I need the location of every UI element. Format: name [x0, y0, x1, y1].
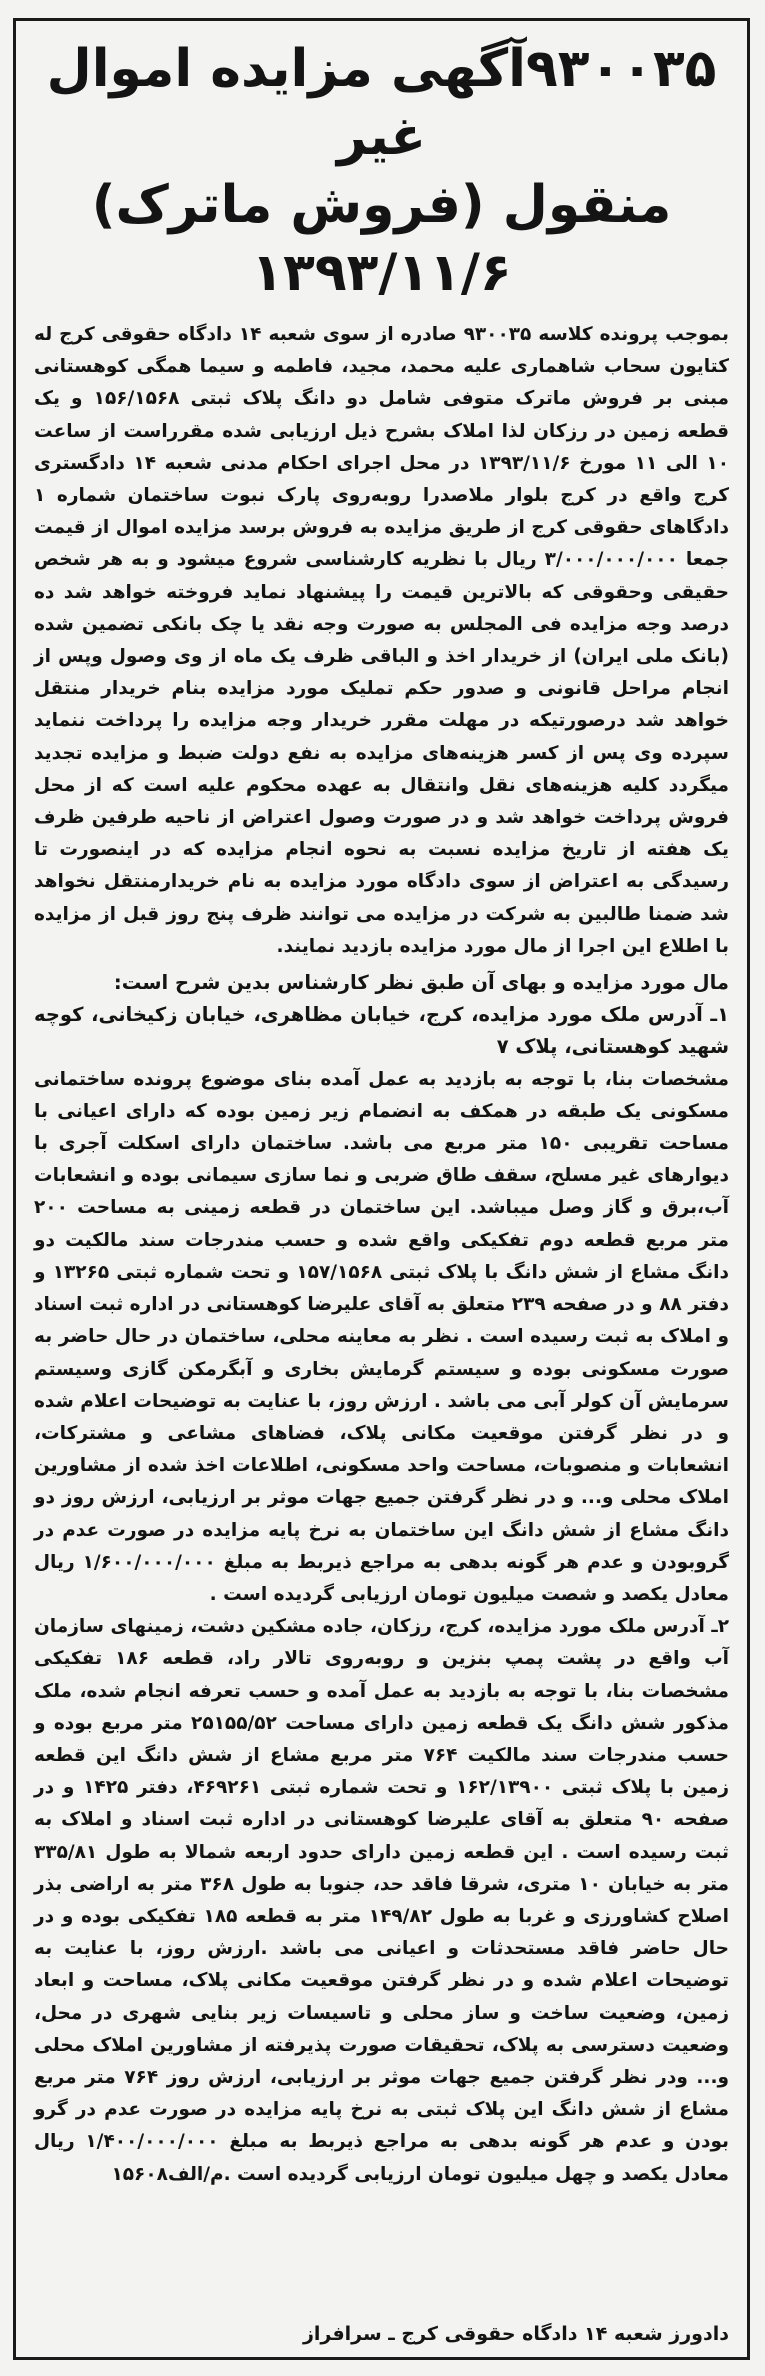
item1-address: ۱ـ آدرس ملک مورد مزایده، کرج، خیابان مظاهری، خیابان زکیخانی، کوچه شهید کوهستانی، پلاک ۷ — [34, 1003, 729, 1059]
item1-description: مشخصات بنا، با توجه به بازدید به عمل آمده بنای موضوع پرونده ساختمانی مسکونی یک طبقه در همکف به انضمام زیر زمین بوده که دارای اعیانی با مساحت تقریبی ۱۵۰ متر مربع می باشد. ساختمان دارای اسکلت آجری با دیوارهای غیر مسلح، سقف طاق ضربی و نما سازی سیمانی بوده و انشعابات آب،برق و گاز وصل میباشد. این ساختمان در قطعه زمینی به مساحت ۲۰۰ متر مربع قطعه دوم تفکیکی واقع شده و حسب مندرجات سند مالکیت دو دانگ مشاع از شش دانگ با پلاک ثبتی ۱۵۷/۱۵۶۸ و تحت شماره ثبتی ۱۳۲۶۵ و دفتر ۸۸ و در صفحه ۲۳۹ متعلق به آقای علیرضا کوهستانی در اداره ثبت اسناد و املاک به ثبت رسیده است . نظر به معاینه محلی، ساختمان در حال حاضر به صورت مسکونی بوده و سیستم گرمایش بخاری و آبگرمکن گازی وسیستم سرمایش آن کولر آبی می باشد . ارزش روز، با عنایت به توضیحات اعلام شده و در نظر گرفتن موقعیت مکانی پلاک، فضاهای مشاعی و مشترکات، انشعابات و منصوبات، مساحت واحد مسکونی، اطلاعات اخذ شده از مشاورین املاک محلی و... و در نظر گرفتن جمیع جهات موثر بر ارزیابی، ارزش روز دو دانگ مشاع از شش دانگ این ساختمان به نرخ پایه مزایده در صورت عدم در گروبودن و عدم هر گونه بدهی به مراجع ذیربط به مبلغ ۱/۶۰۰/۰۰۰/۰۰۰ ریال معادل یکصد و شصت میلیون تومان ارزیابی گردیده است . — [34, 1068, 730, 1605]
notice-frame — [13, 18, 750, 2360]
items-heading: مال مورد مزایده و بهای آن طبق نظر کارشناس بدین شرح است: — [113, 971, 729, 995]
item2-description: ۲ـ آدرس ملک مورد مزایده، کرج، رزکان، جاده مشکین دشت، زمینهای سازمان آب واقع در پشت پمپ بنزین و روبه‌روی تالار راد، قطعه ۱۸۶ تفکیکی مشخصات بنا، با توجه به بازدید به عمل آمده و حسب تعرفه انجام شده، ملک مذکور شش دانگ یک قطعه زمین دارای مساحت ۲۵۱۵۵/۵۲ متر مربع بوده و حسب مندرجات سند مالکیت ۷۶۴ متر مربع مشاع از شش دانگ این قطعه زمین با پلاک ثبتی ۱۶۲/۱۳۹۰۰ و تحت شماره ثبتی ۴۶۹۲۶۱، دفتر ۱۴۲۵ و در صفحه ۹۰ متعلق به آقای علیرضا کوهستانی در اداره ثبت اسناد و املاک به ثبت رسیده است . این قطعه زمین دارای حدود اربعه شمالا به طول ۳۳۵/۸۱ متر به خیابان ۱۰ متری، شرقا فاقد حد، جنوبا به طول ۳۶۸ متر به اراضی بذر اصلاح کشاورزی و غربا به طول ۱۴۹/۸۲ متر به قطعه ۱۸۵ تفکیکی بوده و در حال حاضر فاقد مستحدثات و اعیانی می باشد .ارزش روز، با عنایت به توضیحات اعلام شده و در نظر گرفتن موقعیت مکانی پلاک، مساحت و ابعاد زمین، وضعیت ساخت و ساز محلی و تاسیسات زیر بنایی شهری در محل، وضعیت دسترسی به پلاک، تحقیقات صورت پذیرفته از مشاورین املاک محلی و... ودر نظر گرفتن جمیع جهات موثر بر ارزیابی، ارزش روز ۷۶۴ متر مربع مشاع از شش دانگ این پلاک ثبتی به نرخ پایه مزایده در صورت عدم در گرو بودن و عدم هر گونه بدهی به مراجع ذیربط به مبلغ ۱/۴۰۰/۰۰۰/۰۰۰ ریال معادل یکصد و چهل میلیون تومان ارزیابی گردیده است .م/الف۱۵۶۰۸ — [34, 1616, 730, 2185]
notice-title — [34, 35, 729, 307]
signature-line: دادورز شعبه ۱۴ دادگاه حقوقی کرج ـ سرافراز — [302, 2323, 729, 2345]
title-line-1: ۹۳۰۰۳۵آگهی مزایده اموال غیر — [46, 39, 717, 167]
intro-paragraph: بموجب پرونده کلاسه ۹۳۰۰۳۵ صادره از سوی شعبه ۱۴ دادگاه حقوقی کرج له کتایون سحاب شاهماری علیه محمد، مجید، فاطمه و سیما همگی کوهستانی مبنی بر فروش ماترک متوفی شامل دو دانگ پلاک ثبتی ۱۵۶/۱۵۶۸ و یک قطعه زمین در رزکان لذا املاک بشرح ذیل ارزیابی شده مقرراست از ساعت ۱۰ الی ۱۱ مورخ ۱۳۹۳/۱۱/۶ در محل اجرای احکام مدنی شعبه ۱۴ دادگستری کرج واقع در کرج بلوار ملاصدرا روبه‌روی پارک نبوت ساختمان شماره ۱ دادگاهای حقوقی کرج از طریق مزایده به فروش برسد مزایده اموال از قیمت جمعا ۳/۰۰۰/۰۰۰/۰۰۰ ریال با نظریه کارشناسی شروع میشود و به هر شخص حقیقی وحقوقی که بالاترین قیمت را پیشنهاد نماید فروخته خواهد شد ده درصد وجه مزایده فی المجلس به صورت وجه نقد یا چک بانکی تضمین شده (بانک ملی ایران) از خریدار اخذ و الباقی ظرف یک ماه از وی وصول وپس از انجام مراحل قانونی و صدور حکم تملیک مورد مزایده بنام خریدار منتقل خواهد شد درصورتیکه در مهلت مقرر خریدار وجه مزایده را پرداخت ننماید سپرده وی پس از کسر هزینه‌های مزایده به نفع دولت ضبط و مزایده تجدید میگردد کلیه هزینه‌های نقل وانتقال به عهده محکوم علیه است که از محل فروش پرداخت خواهد شد و در صورت وصول اعتراض از ناحیه طرفین ظرف یک هفته از تاریخ مزایده نسبت به نحوه انجام مزایده که در اینصورت تا رسیدگی به اعتراض از سوی دادگاه مورد مزایده به نام خریدارمنتقل نخواهد شد ضمنا طالبین به شرکت در مزایده می توانند ظرف پنج روز قبل از مزایده با اطلاع این اجرا از مال مورد مزایده بازدید نمایند. — [34, 324, 729, 957]
title-line-2: منقول (فروش ماترک) ۱۳۹۳/۱۱/۶ — [91, 175, 672, 303]
